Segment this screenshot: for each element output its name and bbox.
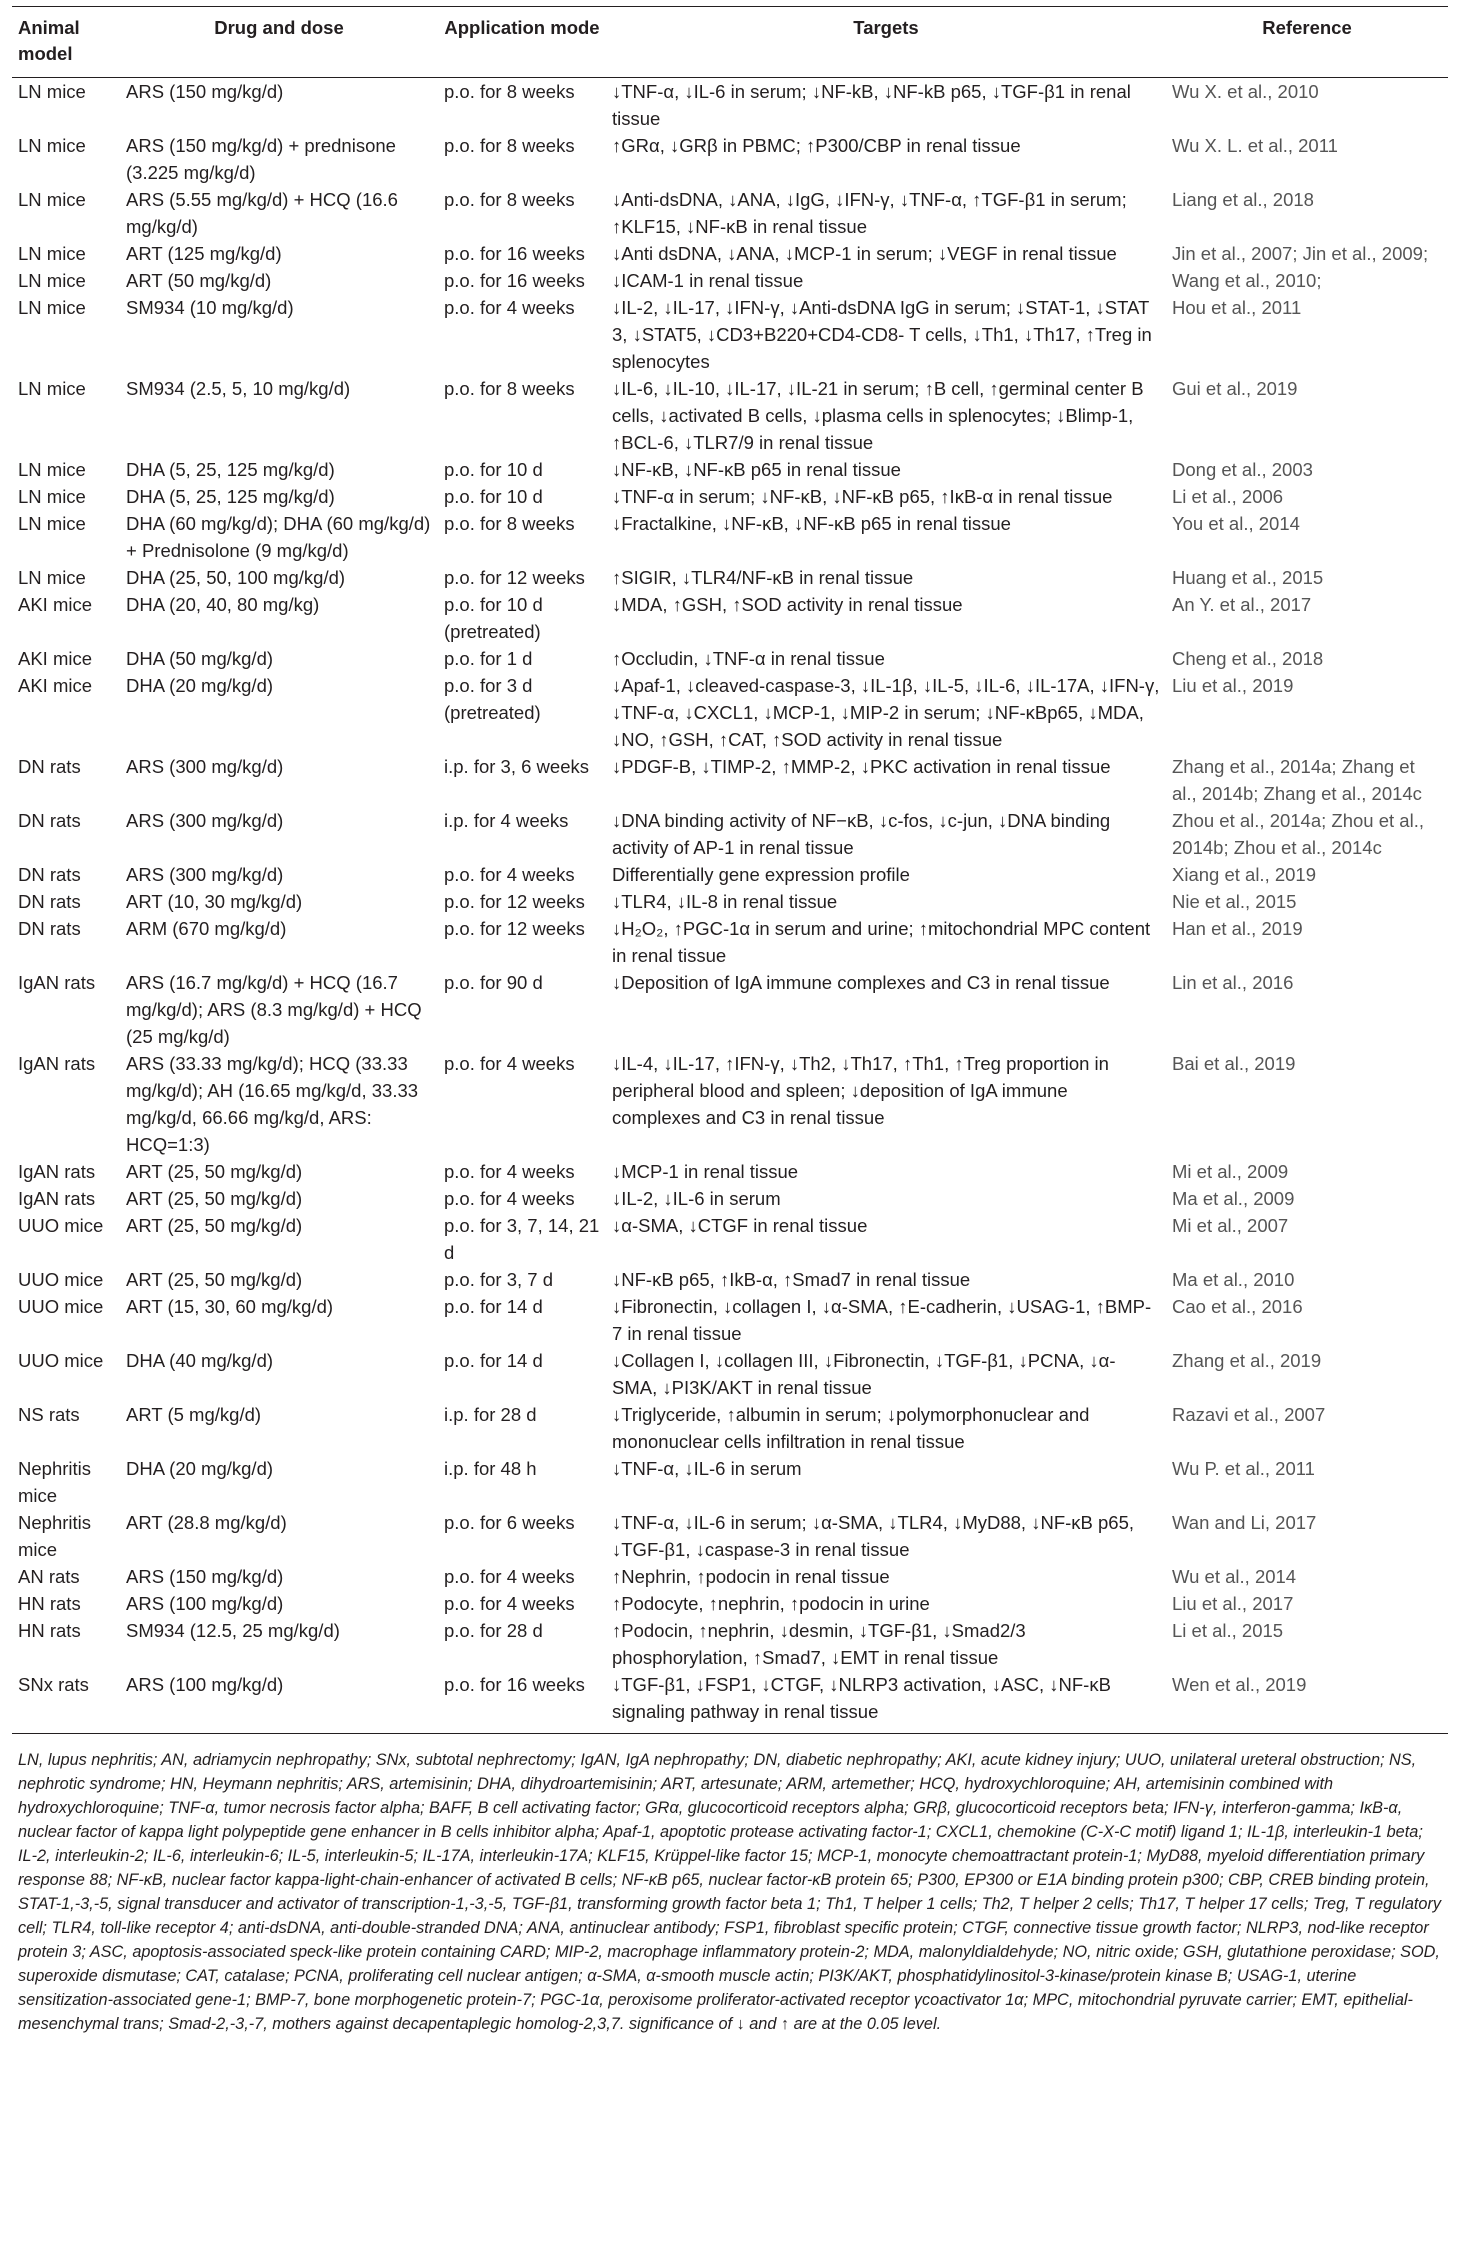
drug-and-dose-cell: ARM (670 mg/kg/d)	[126, 918, 287, 939]
animal-model-cell: Nephritis mice	[18, 1512, 91, 1560]
targets-cell: ↓PDGF-B, ↓TIMP-2, ↑MMP-2, ↓PKC activation in renal tissue	[612, 756, 1111, 777]
animal-model-cell: HN rats	[18, 1620, 81, 1641]
application-mode-cell: p.o. for 4 weeks	[444, 1053, 575, 1074]
application-mode-cell: p.o. for 3, 7, 14, 21 d	[444, 1215, 600, 1263]
reference-cell: Zhang et al., 2019	[1172, 1350, 1322, 1371]
table-row	[12, 1617, 1448, 1671]
application-mode-cell: p.o. for 16 weeks	[444, 1674, 585, 1695]
reference-cell: Wu X. L. et al., 2011	[1172, 135, 1338, 156]
drug-and-dose-cell: ARS (300 mg/kg/d)	[126, 810, 284, 831]
animal-model-cell: AKI mice	[18, 594, 93, 615]
drug-and-dose-cell: ARS (16.7 mg/kg/d) + HCQ (16.7 mg/kg/d); ARS (8.3 mg/kg/d) + HCQ (25 mg/kg/d)	[126, 972, 422, 1047]
reference-cell: Huang et al., 2015	[1172, 567, 1324, 588]
targets-cell: Differentially gene expression profile	[612, 864, 910, 885]
drug-and-dose-cell: DHA (50 mg/kg/d)	[126, 648, 274, 669]
reference-cell: Hou et al., 2011	[1172, 297, 1302, 318]
reference-cell: Wen et al., 2019	[1172, 1674, 1307, 1695]
application-mode-cell: p.o. for 4 weeks	[444, 1188, 575, 1209]
animal-model-cell: LN mice	[18, 243, 86, 264]
drug-and-dose-cell: ART (25, 50 mg/kg/d)	[126, 1161, 303, 1182]
targets-cell: ↑Occludin, ↓TNF-α in renal tissue	[612, 648, 885, 669]
table-row	[12, 1050, 1448, 1158]
targets-cell: ↓α-SMA, ↓CTGF in renal tissue	[612, 1215, 868, 1236]
header-targets: Targets	[606, 7, 1166, 78]
targets-cell: ↑GRα, ↓GRβ in PBMC; ↑P300/CBP in renal tissue	[612, 135, 1021, 156]
table-row	[12, 1212, 1448, 1266]
drug-and-dose-cell: DHA (20 mg/kg/d)	[126, 1458, 274, 1479]
animal-model-cell: IgAN rats	[18, 1188, 96, 1209]
reference-cell: Wu et al., 2014	[1172, 1566, 1297, 1587]
header-reference: Reference	[1166, 7, 1448, 78]
reference-cell: Mi et al., 2009	[1172, 1161, 1289, 1182]
drug-and-dose-cell: ART (10, 30 mg/kg/d)	[126, 891, 303, 912]
animal-model-cell: DN rats	[18, 864, 81, 885]
application-mode-cell: p.o. for 10 d	[444, 486, 543, 507]
drug-and-dose-cell: ARS (150 mg/kg/d)	[126, 1566, 284, 1587]
reference-cell: Razavi et al., 2007	[1172, 1404, 1326, 1425]
application-mode-cell: p.o. for 14 d	[444, 1296, 543, 1317]
table-row	[12, 267, 1448, 294]
targets-cell: ↓Fibronectin, ↓collagen I, ↓α-SMA, ↑E-cadherin, ↓USAG-1, ↑BMP-7 in renal tissue	[612, 1296, 1152, 1344]
reference-cell: Bai et al., 2019	[1172, 1053, 1296, 1074]
drug-and-dose-cell: ART (25, 50 mg/kg/d)	[126, 1188, 303, 1209]
drug-and-dose-cell: DHA (20 mg/kg/d)	[126, 675, 274, 696]
targets-cell: ↑Nephrin, ↑podocin in renal tissue	[612, 1566, 890, 1587]
targets-cell: ↓H₂O₂, ↑PGC-1α in serum and urine; ↑mitochondrial MPC content in renal tissue	[612, 918, 1151, 966]
application-mode-cell: p.o. for 90 d	[444, 972, 543, 993]
animal-model-cell: LN mice	[18, 378, 86, 399]
animal-model-cell: LN mice	[18, 81, 86, 102]
reference-cell: An Y. et al., 2017	[1172, 594, 1312, 615]
application-mode-cell: p.o. for 8 weeks	[444, 378, 575, 399]
drug-and-dose-cell: ART (50 mg/kg/d)	[126, 270, 272, 291]
table-row	[12, 294, 1448, 375]
targets-cell: ↓IL-6, ↓IL-10, ↓IL-17, ↓IL-21 in serum; ↑B cell, ↑germinal center B cells, ↓activated B cells, ↓plasma cells in splenocytes; ↓Blimp-1, ↑BCL-6, ↓TLR7/9 in renal tissue	[612, 378, 1144, 453]
targets-cell: ↓Anti-dsDNA, ↓ANA, ↓IgG, ↓IFN-γ, ↓TNF-α, ↑TGF-β1 in serum; ↑KLF15, ↓NF-κB in renal tissue	[612, 189, 1127, 237]
table-body	[12, 78, 1448, 1734]
targets-cell: ↓MCP-1 in renal tissue	[612, 1161, 799, 1182]
drug-and-dose-cell: DHA (5, 25, 125 mg/kg/d)	[126, 486, 335, 507]
reference-cell: Han et al., 2019	[1172, 918, 1303, 939]
table-row	[12, 1509, 1448, 1563]
table-row	[12, 1185, 1448, 1212]
table-row	[12, 78, 1448, 133]
targets-cell: ↓MDA, ↑GSH, ↑SOD activity in renal tissue	[612, 594, 963, 615]
table-row	[12, 672, 1448, 753]
reference-cell: Gui et al., 2019	[1172, 378, 1298, 399]
table-row	[12, 645, 1448, 672]
animal-model-cell: DN rats	[18, 756, 81, 777]
reference-cell: Xiang et al., 2019	[1172, 864, 1316, 885]
drug-and-dose-cell: ARS (300 mg/kg/d)	[126, 864, 284, 885]
reference-cell: Ma et al., 2009	[1172, 1188, 1295, 1209]
table-row	[12, 483, 1448, 510]
reference-cell: Wan and Li, 2017	[1172, 1512, 1317, 1533]
animal-model-cell: AN rats	[18, 1566, 80, 1587]
table-footnote: LN, lupus nephritis; AN, adriamycin nephropathy; SNx, subtotal nephrectomy; IgAN, IgA nephropathy; DN, diabetic nephropathy; AKI, acute kidney injury; UUO, unilateral ureteral obstruction; NS, nephrotic syndrome; HN, Heymann nephritis; ARS, artemisinin; DHA, dihydroartemisinin; ART, artesunate; ARM, artemether; HCQ, hydroxychloroquine; AH, artemisinin combined with hydroxychloroquine; TNF-α, tumor necrosis factor alpha; BAFF, B cell activating factor; GRα, glucocorticoid receptors alpha; GRβ, glucocorticoid receptors beta; IFN-γ, interferon-gamma; IκB-α, nuclear factor of kappa light polypeptide gene enhancer in B cells inhibitor alpha; Apaf-1, apoptotic protease activating factor-1; CXCL1, chemokine (C-X-C motif) ligand 1; IL-1β, interleukin-1 beta; IL-2, interleukin-2; IL-6, interleukin-6; IL-5, interleukin-5; IL-17A, interleukin-17A; KLF15, Krüppel-like factor 15; MCP-1, monocyte chemoattractant protein-1; MyD88, myeloid differentiation primary response 88; NF-κB, nuclear factor kappa-light-chain-enhancer of activated B cells; NF-κB p65, nuclear factor-κB protein 65; P300, EP300 or E1A binding protein p300; CBP, CREB binding protein, STAT-1,-3,-5, signal transducer and activator of transcription-1,-3,-5, TGF-β1, transforming growth factor beta 1; Th1, T helper 1 cells; Th2, T helper 2 cells; Th17, T helper 17 cells; Treg, T regulatory cell; TLR4, toll-like receptor 4; anti-dsDNA, anti-double-stranded DNA; ANA, antinuclear antibody; FSP1, fibroblast specific protein; CTGF, connective tissue growth factor; NLRP3, nod-like receptor protein 3; ASC, apoptosis-associated speck-like protein containing CARD; MIP-2, macrophage inflammatory protein-2; MDA, malonyldialdehyde; NO, nitric oxide; GSH, glutathione peroxidase; SOD, superoxide dismutase; CAT, catalase; PCNA, proliferating cell nuclear antigen; α-SMA, α-smooth muscle actin; PI3K/AKT, phosphatidylinositol-3-kinase/protein kinase B; USAG-1, uterine sensitization-associated gene-1; BMP-7, bone morphogenetic protein-7; PGC-1α, peroxisome proliferator-activated receptor γcoactivator 1α; MPC, mitochondrial pyruvate carrier; EMT, epithelial-mesenchymal trans; Smad-2,-3,-7, mothers against decapentaplegic homolog-2,3,7. significance of ↓ and ↑ are at the 0.05 level.	[18, 1751, 1442, 2033]
animal-model-cell: AKI mice	[18, 675, 93, 696]
animal-model-cell: NS rats	[18, 1404, 80, 1425]
table-row	[12, 375, 1448, 456]
targets-cell: ↓Apaf-1, ↓cleaved-caspase-3, ↓IL-1β, ↓IL-5, ↓IL-6, ↓IL-17A, ↓IFN-γ, ↓TNF-α, ↓CXCL1, ↓MCP-1, ↓MIP-2 in serum; ↓NF-κBp65, ↓MDA, ↓NO, ↑GSH, ↑CAT, ↑SOD activity in renal tissue	[612, 675, 1160, 750]
application-mode-cell: p.o. for 12 weeks	[444, 918, 585, 939]
drug-and-dose-cell: ART (125 mg/kg/d)	[126, 243, 282, 264]
drug-and-dose-cell: ART (25, 50 mg/kg/d)	[126, 1215, 303, 1236]
table-row	[12, 1455, 1448, 1509]
targets-cell: ↓ICAM-1 in renal tissue	[612, 270, 804, 291]
drug-and-dose-cell: DHA (40 mg/kg/d)	[126, 1350, 274, 1371]
animal-model-cell: DN rats	[18, 891, 81, 912]
drug-and-dose-cell: ARS (5.55 mg/kg/d) + HCQ (16.6 mg/kg/d)	[126, 189, 398, 237]
application-mode-cell: p.o. for 12 weeks	[444, 567, 585, 588]
drug-and-dose-cell: ARS (33.33 mg/kg/d); HCQ (33.33 mg/kg/d); AH (16.65 mg/kg/d, 33.33 mg/kg/d, 66.66 mg/kg/d, ARS: HCQ=1:3)	[126, 1053, 419, 1155]
reference-cell: Liang et al., 2018	[1172, 189, 1314, 210]
animal-model-cell: Nephritis mice	[18, 1458, 91, 1506]
animal-model-cell: LN mice	[18, 135, 86, 156]
targets-cell: ↓Anti dsDNA, ↓ANA, ↓MCP-1 in serum; ↓VEGF in renal tissue	[612, 243, 1117, 264]
reference-cell: Zhou et al., 2014a; Zhou et al., 2014b; Zhou et al., 2014c	[1172, 810, 1424, 858]
reference-cell: Wu P. et al., 2011	[1172, 1458, 1315, 1479]
drug-and-dose-cell: ART (15, 30, 60 mg/kg/d)	[126, 1296, 334, 1317]
table-row	[12, 132, 1448, 186]
reference-cell: Li et al., 2015	[1172, 1620, 1284, 1641]
targets-cell: ↓IL-2, ↓IL-6 in serum	[612, 1188, 781, 1209]
reference-cell: Cao et al., 2016	[1172, 1296, 1303, 1317]
application-mode-cell: p.o. for 4 weeks	[444, 1566, 575, 1587]
reference-cell: Mi et al., 2007	[1172, 1215, 1289, 1236]
reference-cell: You et al., 2014	[1172, 513, 1300, 534]
targets-cell: ↓Collagen I, ↓collagen III, ↓Fibronectin, ↓TGF-β1, ↓PCNA, ↓α-SMA, ↓PI3K/AKT in renal tissue	[612, 1350, 1116, 1398]
application-mode-cell: p.o. for 3 d (pretreated)	[444, 675, 541, 723]
animal-model-cell: IgAN rats	[18, 972, 96, 993]
header-animal-model: Animal model	[12, 7, 120, 78]
drug-and-dose-cell: ARS (100 mg/kg/d)	[126, 1593, 284, 1614]
targets-cell: ↓Deposition of IgA immune complexes and C3 in renal tissue	[612, 972, 1110, 993]
application-mode-cell: p.o. for 3, 7 d	[444, 1269, 554, 1290]
application-mode-cell: p.o. for 1 d	[444, 648, 533, 669]
targets-cell: ↓TLR4, ↓IL-8 in renal tissue	[612, 891, 838, 912]
reference-cell: Cheng et al., 2018	[1172, 648, 1324, 669]
animal-model-cell: LN mice	[18, 270, 86, 291]
animal-model-cell: LN mice	[18, 486, 86, 507]
reference-cell: Liu et al., 2017	[1172, 1593, 1294, 1614]
application-mode-cell: i.p. for 28 d	[444, 1404, 537, 1425]
reference-cell: Ma et al., 2010	[1172, 1269, 1295, 1290]
animal-model-cell: DN rats	[18, 810, 81, 831]
table-row	[12, 1590, 1448, 1617]
animal-model-cell: LN mice	[18, 297, 86, 318]
reference-cell: Jin et al., 2007; Jin et al., 2009;	[1172, 243, 1429, 264]
application-mode-cell: i.p. for 48 h	[444, 1458, 537, 1479]
targets-cell: ↓Triglyceride, ↑albumin in serum; ↓polymorphonuclear and mononuclear cells infiltration in renal tissue	[612, 1404, 1090, 1452]
drug-and-dose-cell: DHA (25, 50, 100 mg/kg/d)	[126, 567, 346, 588]
drug-and-dose-cell: ART (28.8 mg/kg/d)	[126, 1512, 287, 1533]
table-header-row	[12, 7, 1448, 78]
animal-model-cell: HN rats	[18, 1593, 81, 1614]
targets-cell: ↓DNA binding activity of NF−κB, ↓c-fos, ↓c-jun, ↓DNA binding activity of AP-1 in renal tissue	[612, 810, 1111, 858]
animal-model-cell: LN mice	[18, 513, 86, 534]
animal-model-cell: SNx rats	[18, 1674, 89, 1695]
table-row	[12, 915, 1448, 969]
reference-cell: Liu et al., 2019	[1172, 675, 1294, 696]
table-row	[12, 240, 1448, 267]
drug-and-dose-cell: SM934 (2.5, 5, 10 mg/kg/d)	[126, 378, 351, 399]
table-row	[12, 186, 1448, 240]
application-mode-cell: p.o. for 6 weeks	[444, 1512, 575, 1533]
application-mode-cell: p.o. for 8 weeks	[444, 189, 575, 210]
animal-model-cell: LN mice	[18, 459, 86, 480]
targets-cell: ↓TNF-α in serum; ↓NF-κB, ↓NF-κB p65, ↑IκB-α in renal tissue	[612, 486, 1113, 507]
table-row	[12, 1671, 1448, 1733]
reference-cell: Wang et al., 2010;	[1172, 270, 1322, 291]
application-mode-cell: p.o. for 10 d	[444, 459, 543, 480]
application-mode-cell: p.o. for 16 weeks	[444, 270, 585, 291]
header-application-mode: Application mode	[438, 7, 606, 78]
data-table	[12, 6, 1448, 1733]
targets-cell: ↓NF-κB, ↓NF-κB p65 in renal tissue	[612, 459, 901, 480]
targets-cell: ↓IL-2, ↓IL-17, ↓IFN-γ, ↓Anti-dsDNA IgG in serum; ↓STAT-1, ↓STAT 3, ↓STAT5, ↓CD3+B220+CD4-CD8- T cells, ↓Th1, ↓Th17, ↑Treg in splenocytes	[612, 297, 1152, 372]
targets-cell: ↑Podocin, ↑nephrin, ↓desmin, ↓TGF-β1, ↓Smad2/3 phosphorylation, ↑Smad7, ↓EMT in renal tissue	[612, 1620, 1026, 1668]
table-row	[12, 1347, 1448, 1401]
drug-and-dose-cell: ART (25, 50 mg/kg/d)	[126, 1269, 303, 1290]
application-mode-cell: i.p. for 4 weeks	[444, 810, 569, 831]
animal-model-cell: DN rats	[18, 918, 81, 939]
application-mode-cell: p.o. for 28 d	[444, 1620, 543, 1641]
application-mode-cell: i.p. for 3, 6 weeks	[444, 756, 589, 777]
targets-cell: ↑Podocyte, ↑nephrin, ↑podocin in urine	[612, 1593, 930, 1614]
application-mode-cell: p.o. for 8 weeks	[444, 135, 575, 156]
application-mode-cell: p.o. for 4 weeks	[444, 864, 575, 885]
application-mode-cell: p.o. for 12 weeks	[444, 891, 585, 912]
application-mode-cell: p.o. for 4 weeks	[444, 297, 575, 318]
application-mode-cell: p.o. for 10 d (pretreated)	[444, 594, 543, 642]
drug-and-dose-cell: ARS (150 mg/kg/d) + prednisone (3.225 mg/kg/d)	[126, 135, 396, 183]
animal-model-cell: AKI mice	[18, 648, 93, 669]
table-row	[12, 591, 1448, 645]
animal-model-cell: IgAN rats	[18, 1053, 96, 1074]
table-row	[12, 1266, 1448, 1293]
drug-and-dose-cell: ART (5 mg/kg/d)	[126, 1404, 262, 1425]
table-row	[12, 969, 1448, 1050]
table-row	[12, 1158, 1448, 1185]
targets-cell: ↑SIGIR, ↓TLR4/NF-κB in renal tissue	[612, 567, 914, 588]
drug-and-dose-cell: DHA (60 mg/kg/d); DHA (60 mg/kg/d) + Prednisolone (9 mg/kg/d)	[126, 513, 431, 561]
application-mode-cell: p.o. for 4 weeks	[444, 1593, 575, 1614]
reference-cell: Wu X. et al., 2010	[1172, 81, 1319, 102]
targets-cell: ↓TNF-α, ↓IL-6 in serum; ↓NF-kB, ↓NF-kB p65, ↓TGF-β1 in renal tissue	[612, 81, 1131, 129]
table-row	[12, 861, 1448, 888]
drug-and-dose-cell: ARS (300 mg/kg/d)	[126, 756, 284, 777]
reference-cell: Lin et al., 2016	[1172, 972, 1294, 993]
table-row	[12, 1293, 1448, 1347]
header-drug-and-dose: Drug and dose	[120, 7, 438, 78]
drug-and-dose-cell: SM934 (10 mg/kg/d)	[126, 297, 294, 318]
reference-cell: Li et al., 2006	[1172, 486, 1284, 507]
application-mode-cell: p.o. for 8 weeks	[444, 513, 575, 534]
drug-and-dose-cell: DHA (20, 40, 80 mg/kg)	[126, 594, 320, 615]
animal-model-cell: LN mice	[18, 567, 86, 588]
drug-and-dose-cell: ARS (100 mg/kg/d)	[126, 1674, 284, 1695]
table-row	[12, 807, 1448, 861]
application-mode-cell: p.o. for 14 d	[444, 1350, 543, 1371]
drug-and-dose-cell: ARS (150 mg/kg/d)	[126, 81, 284, 102]
targets-cell: ↓IL-4, ↓IL-17, ↑IFN-γ, ↓Th2, ↓Th17, ↑Th1, ↑Treg proportion in peripheral blood and spleen; ↓deposition of IgA immune complexes and C3 in renal tissue	[612, 1053, 1109, 1128]
table-row	[12, 1563, 1448, 1590]
table-row	[12, 510, 1448, 564]
targets-cell: ↓NF-κB p65, ↑IkB-α, ↑Smad7 in renal tissue	[612, 1269, 971, 1290]
table-row	[12, 1401, 1448, 1455]
table-row	[12, 564, 1448, 591]
animal-model-cell: IgAN rats	[18, 1161, 96, 1182]
animal-model-cell: UUO mice	[18, 1296, 104, 1317]
animal-model-cell: UUO mice	[18, 1215, 104, 1236]
animal-model-cell: UUO mice	[18, 1269, 104, 1290]
application-mode-cell: p.o. for 16 weeks	[444, 243, 585, 264]
table-row	[12, 456, 1448, 483]
reference-cell: Zhang et al., 2014a; Zhang et al., 2014b; Zhang et al., 2014c	[1172, 756, 1422, 804]
reference-cell: Dong et al., 2003	[1172, 459, 1313, 480]
targets-cell: ↓TNF-α, ↓IL-6 in serum; ↓α-SMA, ↓TLR4, ↓MyD88, ↓NF-κB p65, ↓TGF-β1, ↓caspase-3 in renal tissue	[612, 1512, 1135, 1560]
targets-cell: ↓Fractalkine, ↓NF-κB, ↓NF-κB p65 in renal tissue	[612, 513, 1011, 534]
table-row	[12, 753, 1448, 807]
table-row	[12, 888, 1448, 915]
drug-and-dose-cell: DHA (5, 25, 125 mg/kg/d)	[126, 459, 335, 480]
animal-model-cell: UUO mice	[18, 1350, 104, 1371]
reference-cell: Nie et al., 2015	[1172, 891, 1297, 912]
drug-and-dose-cell: SM934 (12.5, 25 mg/kg/d)	[126, 1620, 340, 1641]
application-mode-cell: p.o. for 8 weeks	[444, 81, 575, 102]
animal-model-cell: LN mice	[18, 189, 86, 210]
application-mode-cell: p.o. for 4 weeks	[444, 1161, 575, 1182]
targets-cell: ↓TGF-β1, ↓FSP1, ↓CTGF, ↓NLRP3 activation, ↓ASC, ↓NF-κB signaling pathway in renal tissue	[612, 1674, 1111, 1722]
targets-cell: ↓TNF-α, ↓IL-6 in serum	[612, 1458, 802, 1479]
